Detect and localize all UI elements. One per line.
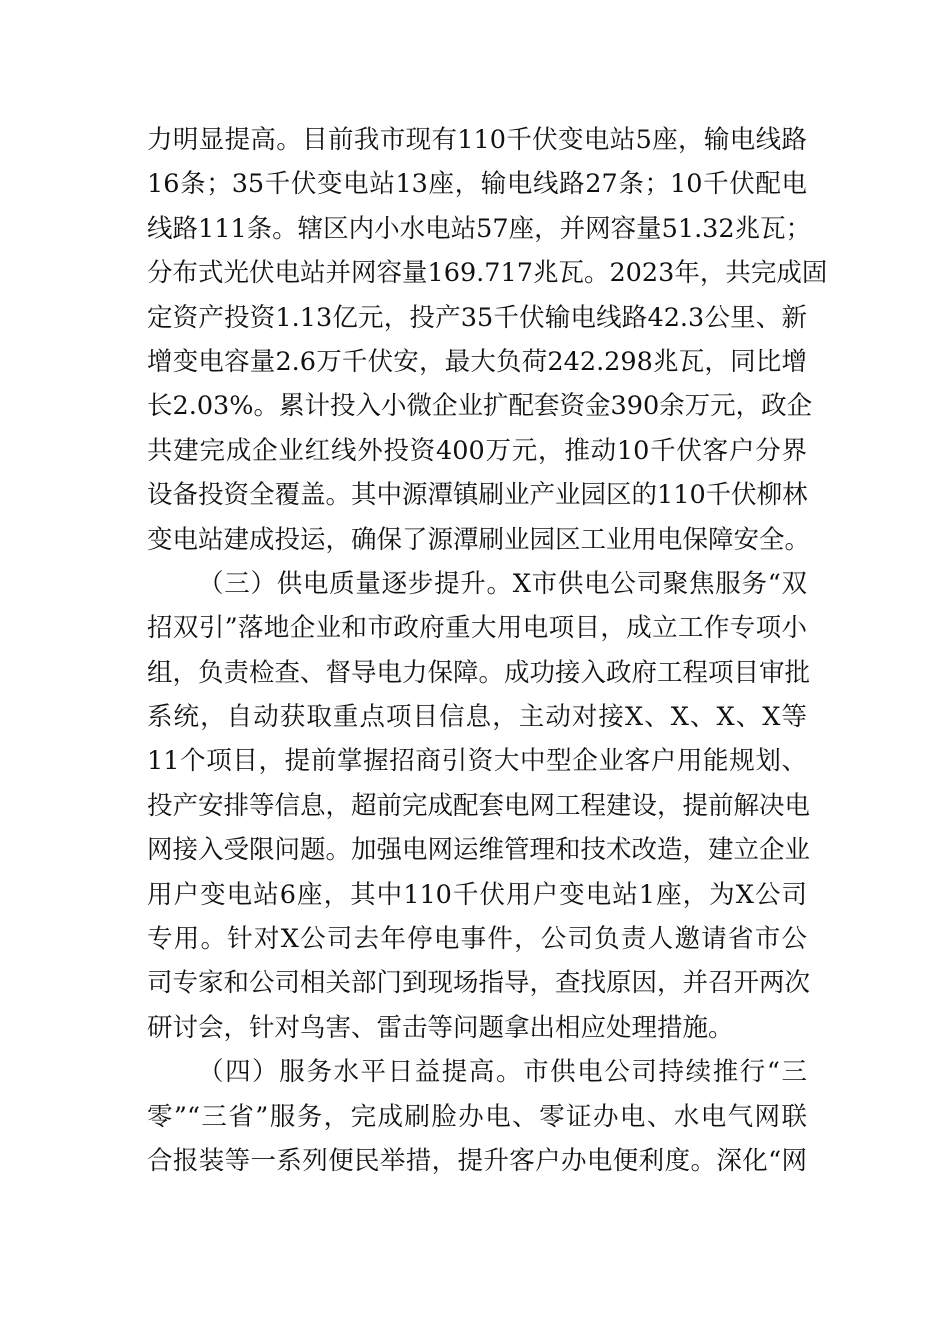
paragraph-section-3 <box>147 562 811 1050</box>
paragraph-section-4 <box>147 1050 807 1183</box>
text-line: 增变电容量2.6万千伏安，最大负荷242.298兆瓦，同比增 <box>147 346 807 377</box>
text-line: 变电站建成投运，确保了源潭刷业园区工业用电保障安全。 <box>147 524 811 555</box>
text-line: 共建完成企业红线外投资400万元，推动10千伏客户分界 <box>147 435 807 466</box>
paragraph-continued <box>147 118 828 562</box>
text-line: 招双引”落地企业和市政府重大用电项目，成立工作专项小 <box>147 613 807 644</box>
text-line: 零”“三省”服务，完成刷脸办电、零证办电、水电气网联 <box>147 1101 807 1132</box>
text-line: 司专家和公司相关部门到现场指导，查找原因，并召开两次 <box>147 968 811 999</box>
text-line: 合报装等一系列便民举措，提升客户办电便利度。深化“网 <box>147 1145 807 1176</box>
text-line: 专用。针对X公司去年停电事件，公司负责人邀请省市公 <box>147 924 807 955</box>
text-line: 11个项目，提前掌握招商引资大中型企业客户用能规划、 <box>147 746 807 777</box>
text-line: 组，负责检查、督导电力保障。成功接入政府工程项目审批 <box>147 657 811 688</box>
text-line: 线路111条。辖区内小水电站57座，并网容量51.32兆瓦； <box>147 213 812 244</box>
text-line: 网接入受限问题。加强电网运维管理和技术改造，建立企业 <box>147 835 811 866</box>
text-line: 研讨会，针对鸟害、雷击等问题拿出相应处理措施。 <box>147 1012 734 1043</box>
text-line: 设备投资全覆盖。其中源潭镇刷业产业园区的110千伏柳林 <box>147 480 808 511</box>
text-line: 16条；35千伏变电站13座，输电线路27条；10千伏配电 <box>147 169 807 200</box>
section-heading-line: （四）服务水平日益提高。市供电公司持续推行“三 <box>198 1057 807 1088</box>
text-line: 长2.03%。累计投入小微企业扩配套资金390余万元，政企 <box>147 391 813 422</box>
section-heading-line: （三）供电质量逐步提升。X市供电公司聚焦服务“双 <box>198 568 807 599</box>
text-line: 分布式光伏电站并网容量169.717兆瓦。2023年，共完成固 <box>147 258 828 289</box>
text-line: 定资产投资1.13亿元，投产35千伏输电线路42.3公里、新 <box>147 302 807 333</box>
text-line: 力明显提高。目前我市现有110千伏变电站5座，输电线路 <box>147 125 807 155</box>
text-line: 用户变电站6座，其中110千伏用户变电站1座，为X公司 <box>147 879 807 910</box>
text-line: 投产安排等信息，超前完成配套电网工程建设，提前解决电 <box>147 790 811 821</box>
document-body <box>147 118 828 1183</box>
text-line: 系统，自动获取重点项目信息，主动对接X、X、X、X等 <box>147 702 807 733</box>
